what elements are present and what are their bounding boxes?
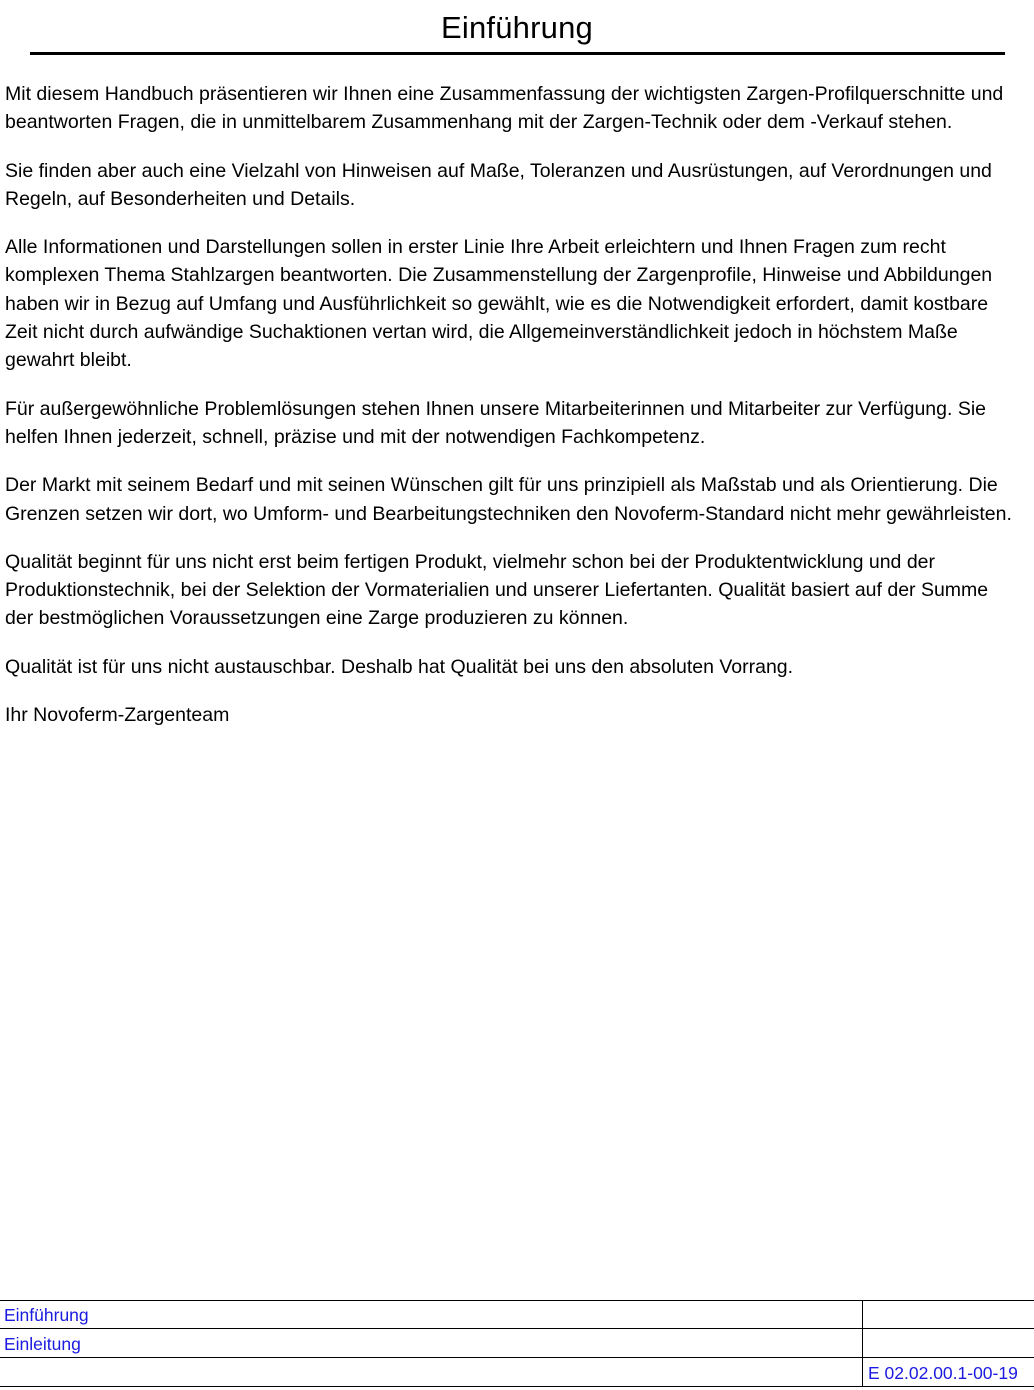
footer-divider-middle [0,1328,1034,1329]
paragraph: Alle Informationen und Darstellungen sollen in erster Linie Ihre Arbeit erleichtern und Ihnen Fragen zum recht komplexen Thema Stahlzargen beantworten. Die Zusammenstellung der Zargenprofile, Hinweise und Abbildungen haben wir in Bezug auf Umfang und Ausführlichkeit so gewählt, wie es die Notwendigkeit erfordert, damit kostbare Zeit nicht durch aufwändige Suchaktionen vertan wird, die Allgemeinverständlichkeit jedoch in höchstem Maße gewahrt bleibt. [5,236,993,372]
paragraph-signature: Ihr Novoferm-Zargenteam [5,704,230,727]
footer-divider-top [0,1300,1034,1301]
footer-subsection-title: Einleitung [4,1334,81,1354]
paragraph: Qualität beginnt für uns nicht erst beim fertigen Produkt, vielmehr schon bei der Produktentwicklung und der Produktionstechnik, bei der Selektion der Vormaterialien und unserer Liefertanten. Qualität basiert auf der Summe der bestmöglichen Voraussetzungen eine Zarge produzieren zu können. [5,550,989,630]
paragraph: Der Markt mit seinem Bedarf und mit seinen Wünschen gilt für uns prinzipiell als Maßstab und als Orientierung. Die Grenzen setzen wir dort, wo Umform- und Bearbeitungstechniken den Novoferm-Standard nicht mehr gewährleisten. [5,474,1012,525]
paragraph: Mit diesem Handbuch präsentieren wir Ihnen eine Zusammenfassung der wichtigsten Zargen-Profilquerschnitte und beantworten Fragen, die in unmittelbarem Zusammenhang mit der Zargen-Technik oder dem -Verkauf stehen. [5,83,1004,134]
paragraph: Qualität ist für uns nicht austauschbar. Deshalb hat Qualität bei uns den absoluten Vorrang. [5,655,794,678]
title-divider [30,52,1005,55]
page-title: Einführung [441,10,593,45]
footer-divider-bottom [0,1386,1034,1387]
footer-section-title: Einführung [4,1305,89,1325]
page-footer [0,1300,1034,1390]
document-body [5,80,1013,729]
paragraph: Sie finden aber auch eine Vielzahl von Hinweisen auf Maße, Toleranzen und Ausrüstungen, auf Verordnungen und Regeln, auf Besonderheiten und Details. [5,159,992,210]
paragraph: Für außergewöhnliche Problemlösungen stehen Ihnen unsere Mitarbeiterinnen und Mitarbeiter zur Verfügung. Sie helfen Ihnen jederzeit, schnell, präzise und mit der notwendigen Fachkompetenz. [5,397,986,448]
footer-divider-lower [0,1357,1034,1358]
footer-column-divider [862,1300,863,1387]
footer-document-number: E 02.02.00.1-00-19 [868,1363,1018,1383]
